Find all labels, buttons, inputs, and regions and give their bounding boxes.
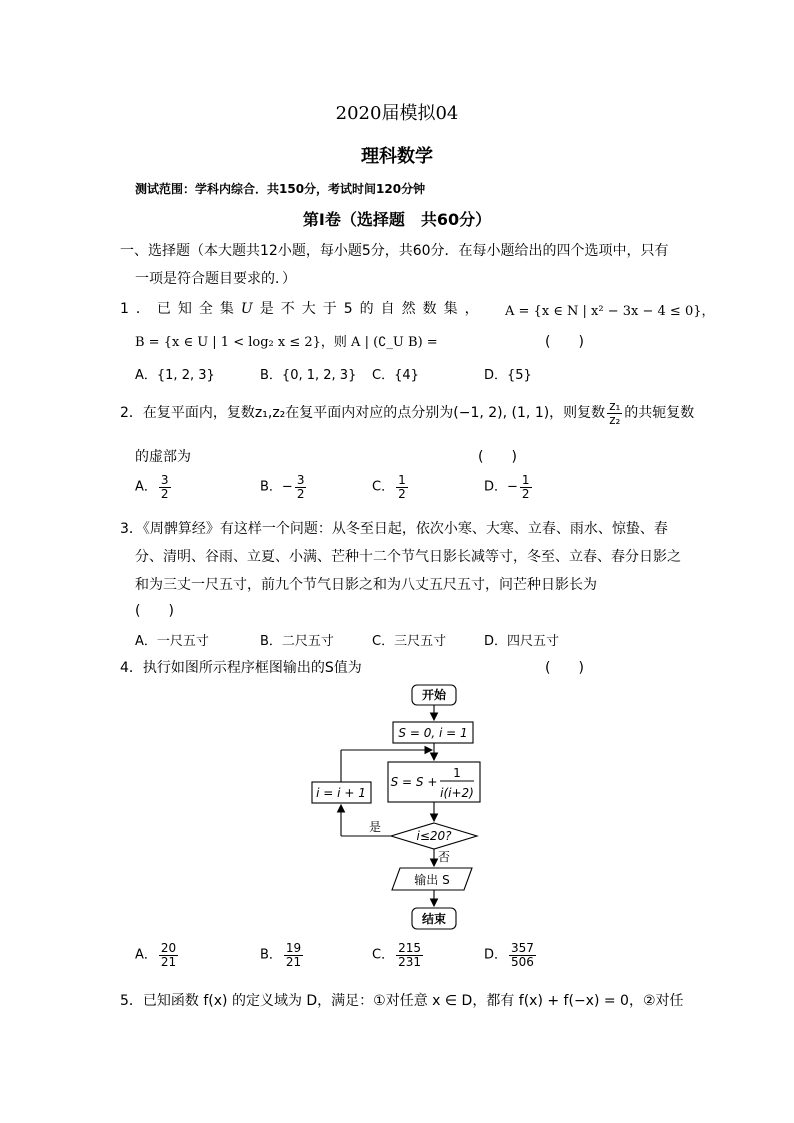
q2-option-a-den: 2	[160, 486, 169, 501]
q3-option-b[interactable]: B．二尺五寸	[260, 634, 334, 649]
q2-option-d-num: 1	[521, 473, 530, 487]
page-subtitle: 理科数学	[361, 146, 433, 167]
q2-option-b[interactable]	[260, 474, 308, 500]
flow-init-label: S = 0, i = 1	[398, 726, 468, 740]
flow-output-label: 输出 S	[414, 873, 450, 887]
q3-stem-line-3: 和为三丈一尺五寸，前九个节气日影之和为八丈五尺五寸，问芒种日影长为	[135, 577, 597, 593]
q4-option-c-num: 215	[398, 941, 421, 955]
q3-option-a[interactable]: A．一尺五寸	[135, 634, 209, 649]
q4-stem: 4．执行如图所示程序框图输出的S值为	[120, 660, 362, 676]
q1-answer-paren: ( )	[545, 334, 584, 350]
flow-update-num: 1	[453, 766, 461, 780]
flow-increment-box	[312, 782, 371, 803]
q4-option-b-den: 21	[285, 954, 302, 969]
instructions-line-2: 一项是符合题目要求的．）	[135, 271, 296, 287]
flow-update-den: i(i+2)	[440, 786, 474, 800]
q2-answer-paren: ( )	[478, 449, 517, 465]
q2-option-c-num: 1	[398, 473, 406, 487]
q3-stem-line-1: 3．《周髀算经》有这样一个问题：从冬至日起，依次小寒、大寒、立春、雨水、惊蛰、春	[120, 521, 668, 537]
q4-option-a-frac	[159, 942, 178, 968]
flow-start-box	[412, 685, 456, 705]
q4-option-a-label: A．	[135, 947, 157, 963]
flow-no-label: 否	[437, 850, 451, 864]
q2-stem-line-2: 的虚部为	[135, 449, 191, 465]
q4-answer-paren: ( )	[545, 660, 584, 676]
q4-option-c-frac	[396, 942, 423, 968]
flow-update-box	[388, 762, 480, 802]
q2-option-c[interactable]	[372, 474, 410, 500]
q1-set-b	[135, 331, 438, 350]
flow-condition-diamond	[391, 823, 477, 849]
q1-set-a: A = {x ∈ N | x² − 3x − 4 ≤ 0}，	[505, 304, 715, 319]
q2-option-a-label: A．	[135, 479, 157, 495]
q4-option-b-label: B．	[260, 947, 282, 963]
q3-answer-paren: ( )	[135, 603, 174, 619]
section-heading: 第Ⅰ卷（选择题 共60分）	[302, 210, 492, 229]
q2-stem	[120, 400, 694, 426]
q1-stem	[120, 298, 486, 318]
q5-stem: 5．已知函数 f(x) 的定义域为 D，满足：①对任意 x ∈ D，都有 f(x) + f(−x) = 0，②对任	[120, 993, 684, 1009]
q4-option-d-label: D．	[484, 947, 508, 963]
q1-option-b[interactable]: B．{0, 1, 2, 3}	[260, 368, 357, 383]
q2-option-d-label: D．	[484, 479, 508, 495]
q4-option-a-den: 21	[160, 954, 177, 969]
flow-start-label: 开始	[421, 688, 447, 702]
q2-option-d-sign: −	[507, 479, 518, 495]
q4-option-c-den: 231	[398, 954, 421, 969]
q2-option-d-den: 2	[521, 486, 530, 501]
q2-option-a-num: 3	[160, 473, 169, 487]
q4-option-d-num: 357	[511, 941, 534, 955]
q2-option-d-frac	[520, 474, 532, 500]
q4-option-a[interactable]	[135, 942, 180, 968]
q2-stem-text: 2．在复平面内，复数z₁,z₂在复平面内对应的点分别为(−1, 2), (1, 1)，则复数	[120, 405, 606, 422]
q2-option-a-frac	[159, 474, 171, 500]
q1-set-b-expr: B = {x ∈ U | 1 < log₂ x ≤ 2}	[135, 335, 321, 350]
flow-end-box	[412, 908, 456, 929]
q2-option-c-label: C．	[372, 479, 395, 495]
q1-intro: 1．已知全集	[120, 301, 241, 317]
q4-option-b[interactable]	[260, 942, 305, 968]
test-scope: 测试范围：学科内综合．共150分，考试时间120分钟	[135, 182, 426, 196]
q2-fraction	[607, 400, 622, 426]
flow-increment-label: i = i + 1	[316, 786, 366, 800]
q2-option-a[interactable]	[135, 474, 173, 500]
q4-option-c[interactable]	[372, 942, 425, 968]
q2-frac-den: z₂	[609, 412, 621, 427]
page-title: 2020届模拟04	[335, 103, 459, 124]
q2-frac-num: z₁	[609, 399, 621, 413]
flow-update-lhs: S = S +	[390, 775, 438, 789]
q1-option-c[interactable]: C．{4}	[372, 368, 419, 383]
q2-stem-tail: 的共轭复数	[624, 405, 695, 422]
q1-option-d[interactable]: D．{5}	[484, 368, 532, 383]
q3-option-d[interactable]: D．四尺五寸	[484, 634, 560, 649]
flow-yes-label: 是	[368, 820, 382, 834]
q1-option-a[interactable]: A．{1, 2, 3}	[135, 368, 215, 383]
q1-set-b-tail: ，则 A | (∁_U B) =	[320, 335, 438, 350]
flow-condition-label: i≤20?	[416, 829, 452, 843]
q3-option-c[interactable]: C．三尺五寸	[372, 634, 447, 649]
q4-option-b-num: 19	[285, 941, 302, 955]
q2-option-c-frac	[396, 474, 408, 500]
q2-option-b-sign: −	[281, 479, 293, 495]
q4-option-b-frac	[284, 942, 303, 968]
flow-init-box	[393, 722, 473, 743]
q2-option-c-den: 2	[398, 486, 406, 501]
q4-option-c-label: C．	[372, 947, 395, 963]
flow-output-box	[392, 868, 472, 890]
q2-option-b-num: 3	[296, 473, 305, 487]
instructions-line-1: 一、选择题（本大题共12小题，每小题5分，共60分．在每小题给出的四个选项中，只有	[120, 243, 669, 259]
q4-option-d-frac	[509, 942, 536, 968]
flow-end-label: 结束	[421, 912, 447, 926]
q1-intro-tail: 是不大于5的自然数集，	[259, 301, 486, 317]
q2-option-b-frac	[295, 474, 307, 500]
q2-option-b-den: 2	[296, 486, 305, 501]
q3-stem-line-2: 分、清明、谷雨、立夏、小满、芒种十二个节气日影长减等寸，冬至、立春、春分日影之	[135, 549, 681, 565]
q2-option-d[interactable]	[484, 474, 534, 500]
q4-option-d-den: 506	[511, 954, 534, 969]
q1-var-u: U	[240, 301, 260, 317]
q2-option-b-label: B．	[260, 479, 282, 495]
q4-option-d[interactable]	[484, 942, 538, 968]
q4-option-a-num: 20	[160, 941, 177, 955]
